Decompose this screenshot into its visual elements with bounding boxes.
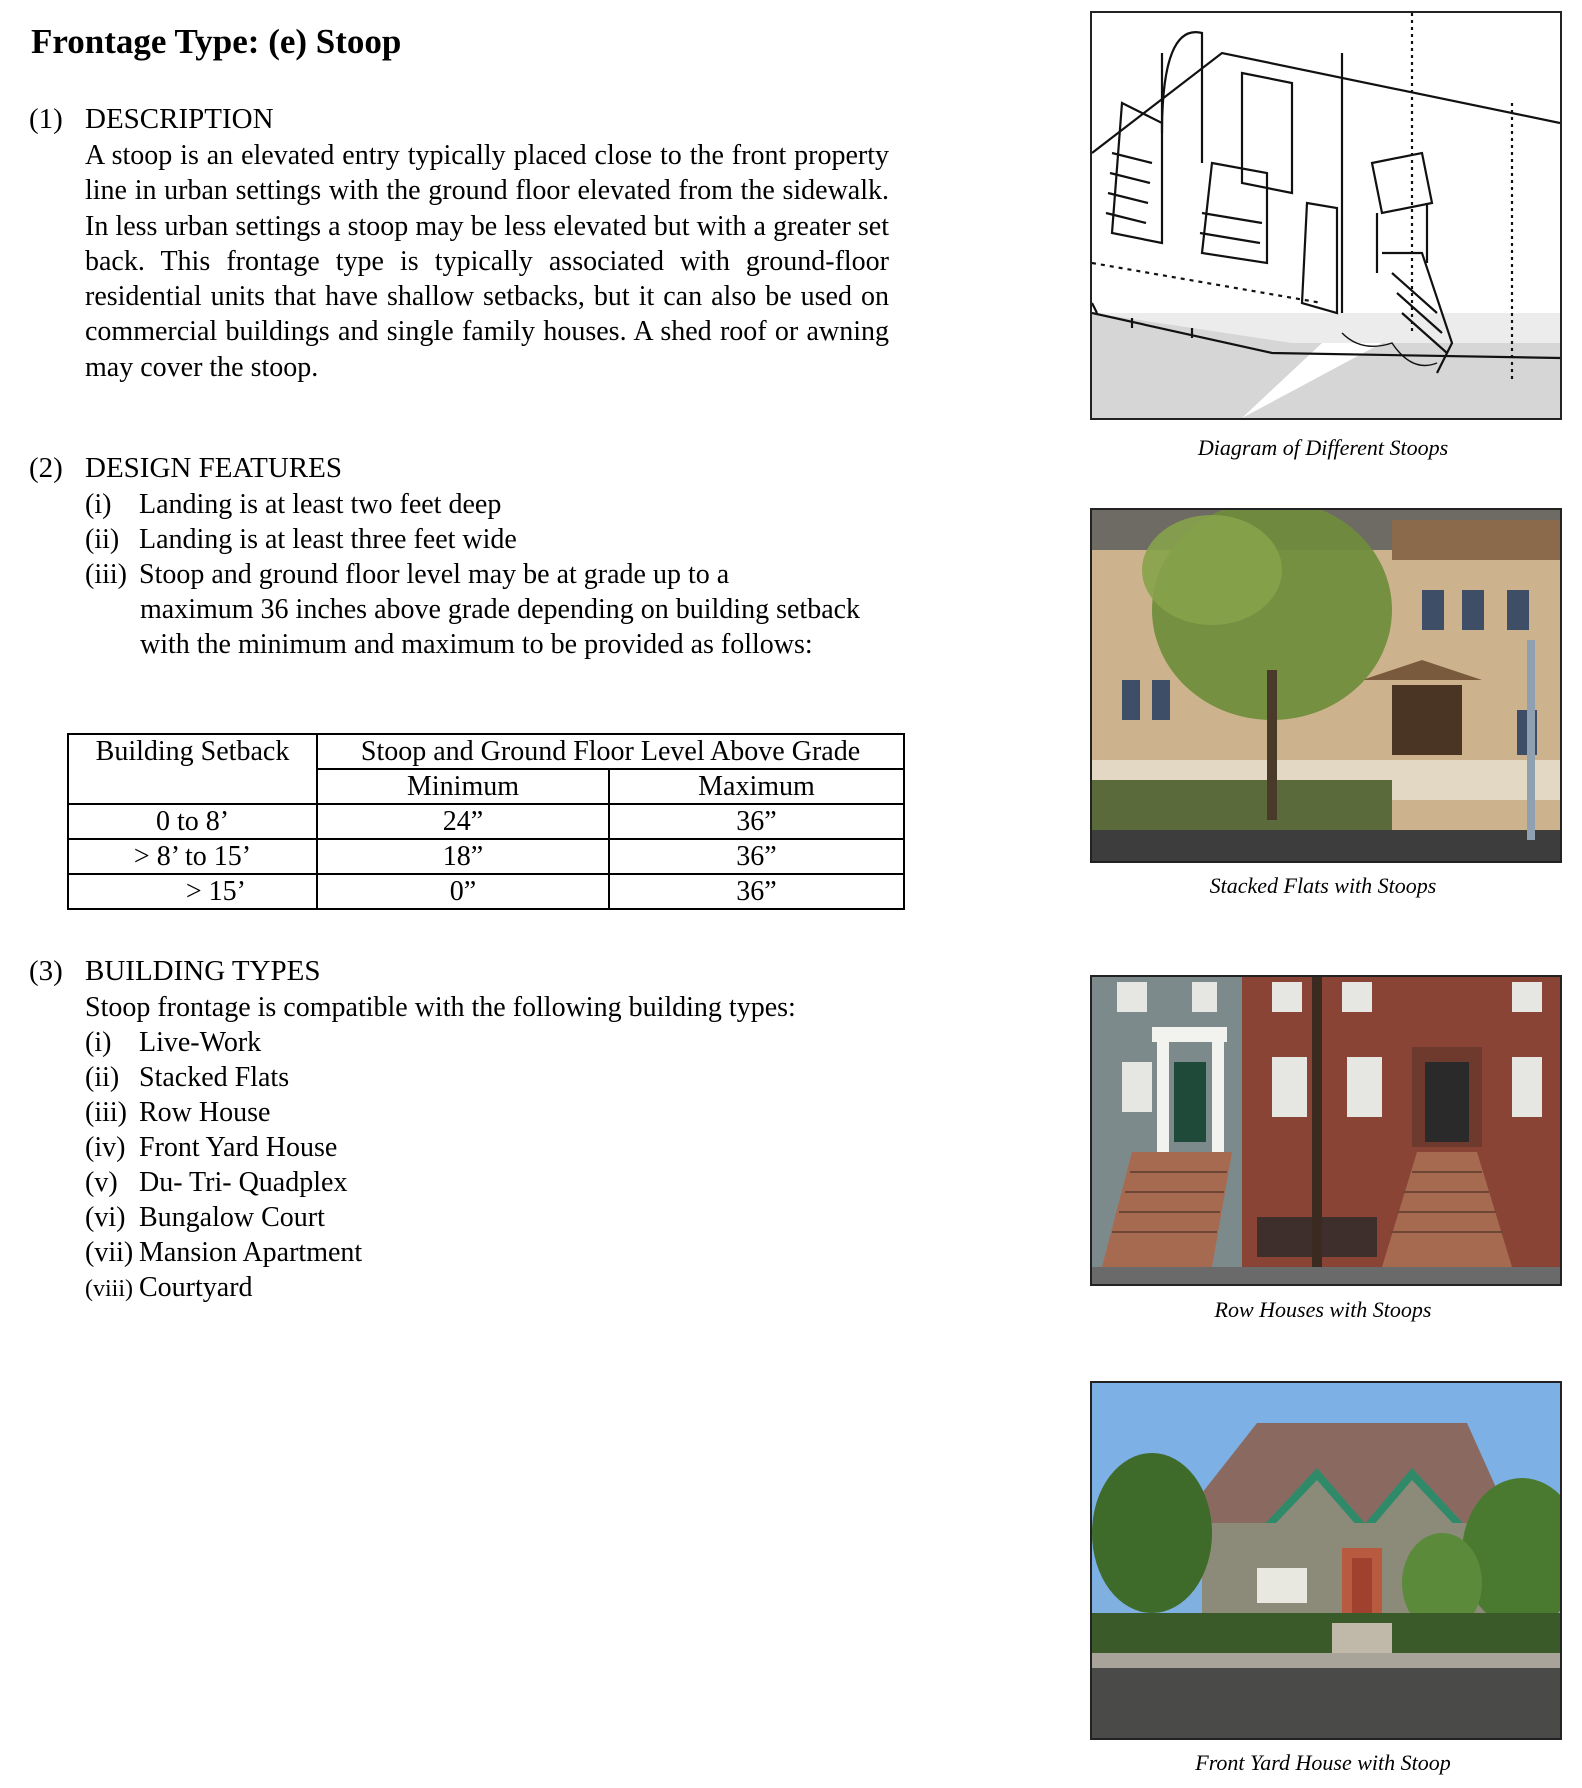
list-item <box>85 1165 347 1200</box>
table-header-group: Stoop and Ground Floor Level Above Grade <box>317 734 904 769</box>
list-item-number: (vii) <box>85 1237 134 1268</box>
list-item-text: Du- Tri- Quadplex <box>139 1167 348 1198</box>
list-item <box>85 1200 325 1235</box>
section-title: DESCRIPTION <box>85 103 274 135</box>
section-number: (3) <box>29 955 63 987</box>
description-text: A stoop is an elevated entry typically placed close to the front property line in urban settings with the ground floor elevated from the sidewalk. In less urban settings a stoop may be less elevated but with a greater set back. This frontage type is typically associated with ground-floor residential units that have shallow setbacks, but it can also be used on commercial buildings and single family houses. A shed roof or awning may cover the stoop. <box>85 140 889 383</box>
section-title: DESIGN FEATURES <box>85 452 342 484</box>
table-cell-minimum: 0” <box>317 874 609 909</box>
table-header-minimum: Minimum <box>317 769 609 804</box>
section-description-heading <box>29 103 274 136</box>
figure-stacked-flats-photo <box>1090 508 1562 863</box>
list-item <box>85 1270 253 1307</box>
list-item-number: (v) <box>85 1167 118 1198</box>
list-item-text: Mansion Apartment <box>139 1237 363 1268</box>
table-row <box>68 804 904 839</box>
stoop-sketch-illustration <box>1092 13 1560 418</box>
list-item-text: Row House <box>139 1097 271 1128</box>
table-header-row <box>68 734 904 769</box>
table-cell-maximum: 36” <box>609 874 904 909</box>
list-item-text: Stoop and ground floor level may be at grade up to a <box>139 559 730 590</box>
list-item-continuation: maximum 36 inches above grade depending on building setback with the minimum and maximum to be provided as follows: <box>140 594 861 661</box>
list-item-number: (iv) <box>85 1132 126 1163</box>
list-item <box>85 1095 270 1130</box>
list-item-number: (vi) <box>85 1202 126 1233</box>
table-cell-setback: > 15’ <box>68 874 317 909</box>
list-item-text: Stacked Flats <box>139 1062 290 1093</box>
list-item <box>85 1130 337 1165</box>
list-item-text: Courtyard <box>139 1272 253 1303</box>
section-design-features-heading <box>29 452 342 485</box>
figure-caption: Diagram of Different Stoops <box>1197 435 1449 460</box>
table-cell-setback: > 8’ to 15’ <box>68 839 317 874</box>
list-item-number: (ii) <box>85 1062 120 1093</box>
table-cell-maximum: 36” <box>609 839 904 874</box>
figure-row-houses-photo <box>1090 975 1562 1286</box>
table-cell-minimum: 24” <box>317 804 609 839</box>
list-item <box>85 1025 261 1060</box>
table-cell-maximum: 36” <box>609 804 904 839</box>
list-item-number: (iii) <box>85 559 127 590</box>
list-item <box>85 1060 289 1095</box>
list-item <box>85 522 517 557</box>
section-building-types-heading <box>29 955 321 988</box>
front-yard-house-illustration <box>1092 1383 1560 1738</box>
table-header-maximum: Maximum <box>609 769 904 804</box>
figure-stoop-diagram <box>1090 11 1562 420</box>
table-row <box>68 874 904 909</box>
figure-front-yard-house-photo <box>1090 1381 1562 1740</box>
list-item-text: Front Yard House <box>139 1132 338 1163</box>
list-item <box>85 487 501 522</box>
list-item-text: Live-Work <box>139 1027 262 1058</box>
section-number: (1) <box>29 103 63 135</box>
list-item-text: Landing is at least three feet wide <box>139 524 517 555</box>
figure-caption: Row Houses with Stoops <box>1214 1297 1432 1322</box>
row-houses-illustration <box>1092 977 1560 1284</box>
table-cell-setback: 0 to 8’ <box>68 804 317 839</box>
figure-caption: Stacked Flats with Stoops <box>1209 873 1437 898</box>
list-item-text: Landing is at least two feet deep <box>139 489 502 520</box>
list-item <box>85 1235 362 1270</box>
section-title: BUILDING TYPES <box>85 955 321 987</box>
list-item-number: (iii) <box>85 1097 127 1128</box>
list-item-number: (i) <box>85 489 112 520</box>
table-row <box>68 839 904 874</box>
building-types-intro: Stoop frontage is compatible with the following building types: <box>85 992 796 1023</box>
list-item-text: Bungalow Court <box>139 1202 325 1233</box>
list-item-number: (i) <box>85 1027 112 1058</box>
list-item-number: (ii) <box>85 524 120 555</box>
stacked-flats-illustration <box>1092 510 1560 861</box>
table-header-setback: Building Setback <box>68 734 317 804</box>
page-title: Frontage Type: (e) Stoop <box>31 22 402 61</box>
setback-table <box>67 733 905 910</box>
figure-caption: Front Yard House with Stoop <box>1195 1750 1451 1775</box>
section-number: (2) <box>29 452 63 484</box>
list-item-number: (viii) <box>85 1276 133 1302</box>
table-cell-minimum: 18” <box>317 839 609 874</box>
list-item <box>85 557 729 592</box>
